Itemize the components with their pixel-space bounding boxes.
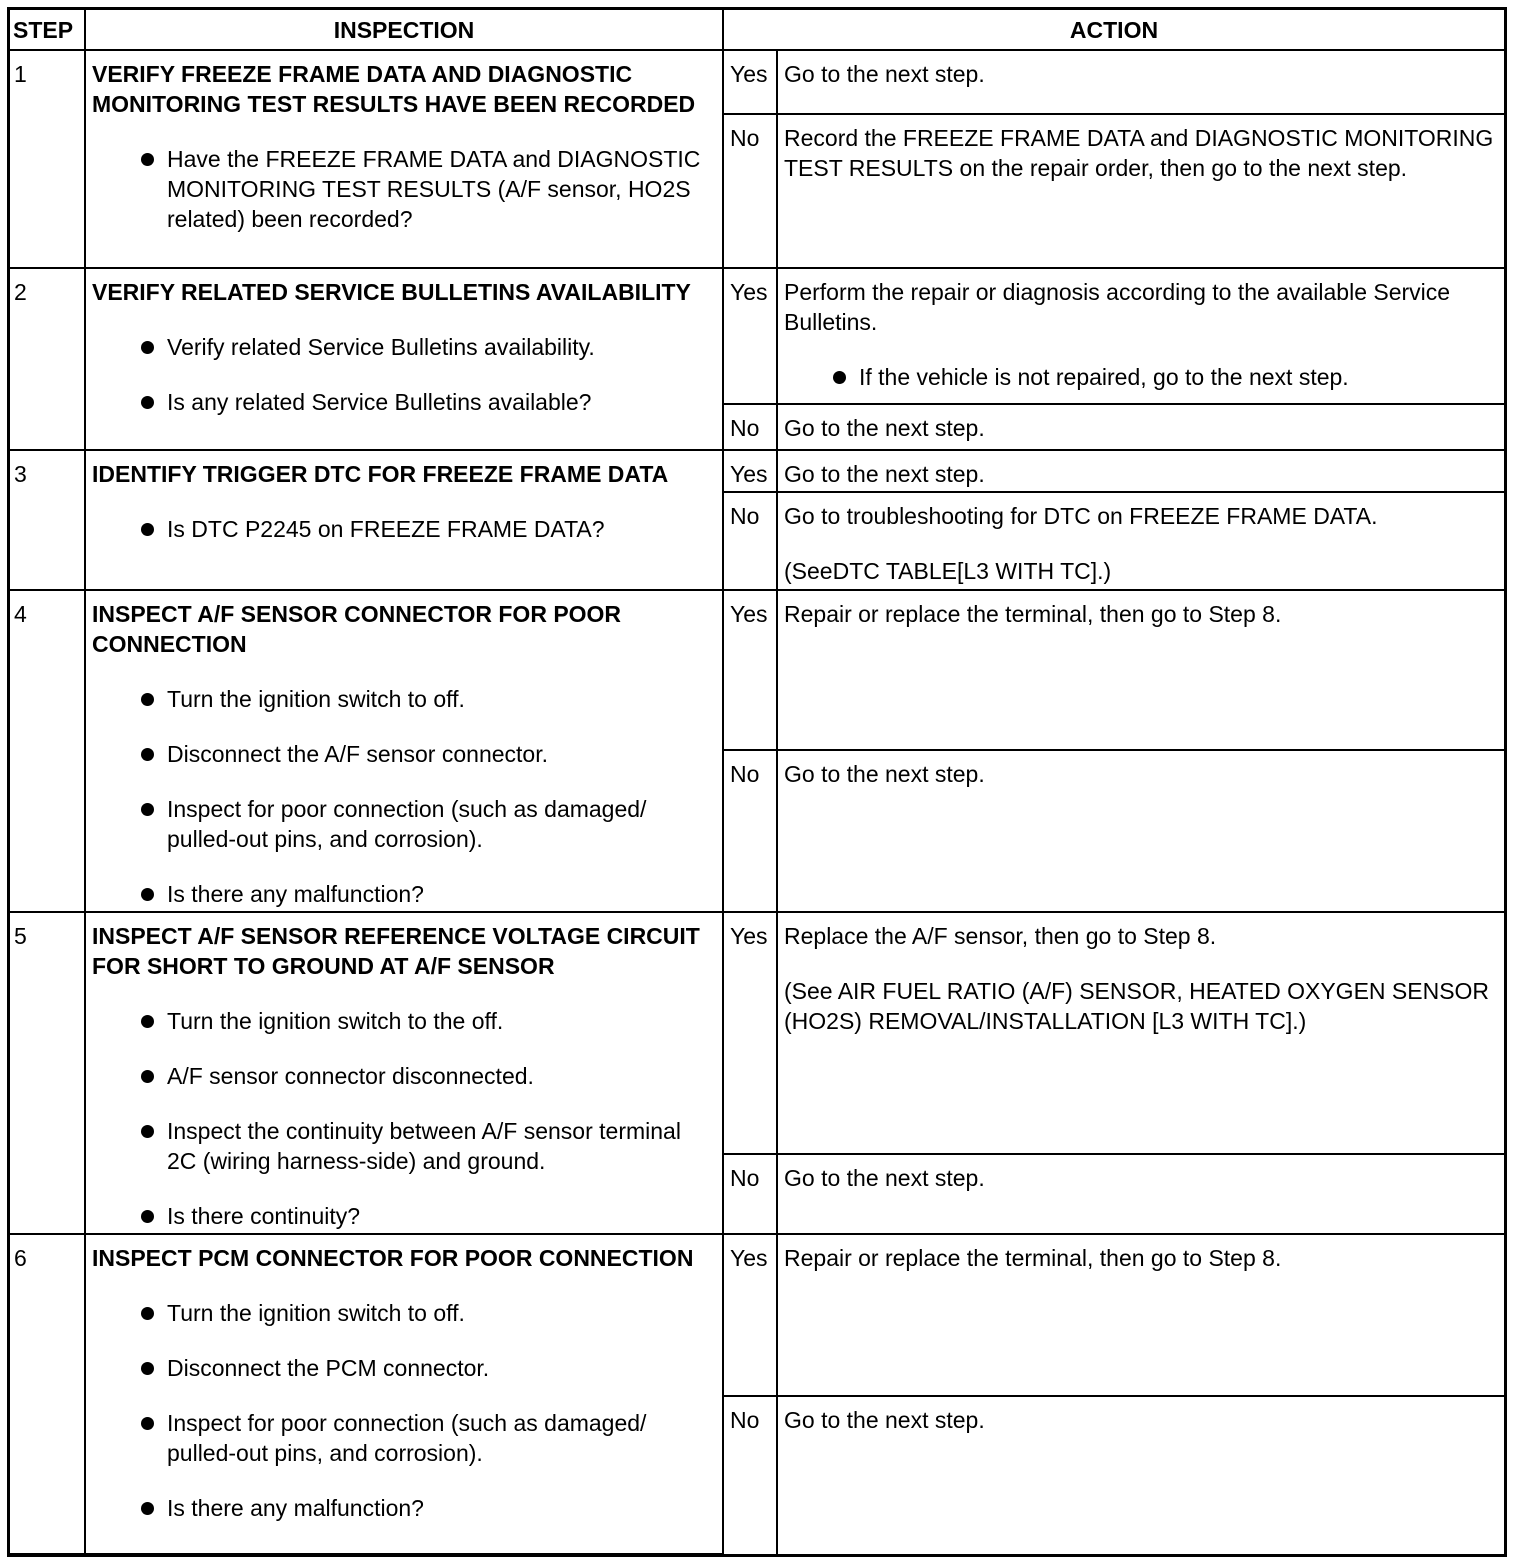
bullet-item: Inspect for poor connection (such as damaged/ pulled-out pins, and corrosion). xyxy=(92,1408,712,1468)
action-text: Perform the repair or diagnosis according to the available Service Bulletins. xyxy=(784,279,1451,335)
step-number: 2 xyxy=(10,268,85,450)
bullet-item: Is any related Service Bulletins available? xyxy=(92,387,712,417)
step-4-yes-row xyxy=(10,590,1504,750)
action-text: Go to the next step. xyxy=(784,415,985,441)
step-1-yes-row xyxy=(10,50,1504,114)
bullet-item: Disconnect the A/F sensor connector. xyxy=(92,739,712,769)
inspection-bullets xyxy=(92,1006,712,1231)
bullet-item: Is there any malfunction? xyxy=(92,1493,712,1523)
no-label: No xyxy=(723,404,777,450)
step-column-header: STEP xyxy=(10,10,85,50)
yes-action xyxy=(777,912,1504,1154)
no-label: No xyxy=(723,1154,777,1234)
step-number: 1 xyxy=(10,50,85,268)
step-2-inspection xyxy=(85,268,723,450)
step-5-inspection xyxy=(85,912,723,1234)
step-title: VERIFY FREEZE FRAME DATA AND DIAGNOSTIC MONITORING TEST RESULTS HAVE BEEN RECORDED xyxy=(92,61,696,117)
yes-label: Yes xyxy=(723,912,777,1154)
no-action xyxy=(777,114,1504,268)
bullet-item: If the vehicle is not repaired, go to the next step. xyxy=(784,362,1494,392)
yes-label: Yes xyxy=(723,450,777,492)
step-title: INSPECT A/F SENSOR REFERENCE VOLTAGE CIRCUIT FOR SHORT TO GROUND AT A/F SENSOR xyxy=(92,923,700,979)
yes-action xyxy=(777,450,1504,492)
yes-action xyxy=(777,1234,1504,1396)
step-title: INSPECT PCM CONNECTOR FOR POOR CONNECTION xyxy=(92,1245,694,1271)
action-text: Go to the next step. xyxy=(784,761,985,787)
step-title: VERIFY RELATED SERVICE BULLETINS AVAILABILITY xyxy=(92,279,691,305)
yes-label: Yes xyxy=(723,590,777,750)
no-action xyxy=(777,1396,1504,1554)
bullet-item: Is DTC P2245 on FREEZE FRAME DATA? xyxy=(92,514,712,544)
action-text: Go to troubleshooting for DTC on FREEZE FRAME DATA. xyxy=(784,503,1378,529)
action-text: Replace the A/F sensor, then go to Step 8. xyxy=(784,923,1217,949)
bullet-item: Turn the ignition switch to the off. xyxy=(92,1006,712,1036)
action-text: Repair or replace the terminal, then go to Step 8. xyxy=(784,601,1282,627)
step-title: INSPECT A/F SENSOR CONNECTOR FOR POOR CONNECTION xyxy=(92,601,622,657)
yes-action xyxy=(777,50,1504,114)
step-number: 3 xyxy=(10,450,85,590)
inspection-bullets xyxy=(92,1298,712,1523)
action-text: Record the FREEZE FRAME DATA and DIAGNOSTIC MONITORING TEST RESULTS on the repair order, then go to the next step. xyxy=(784,125,1494,181)
diagnostic-procedure-table xyxy=(10,10,1504,1555)
no-action xyxy=(777,404,1504,450)
inspection-column-header: INSPECTION xyxy=(85,10,723,50)
bullet-item: Is there continuity? xyxy=(92,1201,712,1231)
yes-action xyxy=(777,268,1504,404)
reference-text: (See AIR FUEL RATIO (A/F) SENSOR, HEATED OXYGEN SENSOR (HO2S) REMOVAL/INSTALLATION [L3 WITH TC].) xyxy=(784,978,1490,1034)
inspection-bullets xyxy=(92,684,712,909)
no-label: No xyxy=(723,114,777,268)
step-6-inspection xyxy=(85,1234,723,1554)
yes-label: Yes xyxy=(723,1234,777,1396)
step-number: 6 xyxy=(10,1234,85,1554)
action-text: Repair or replace the terminal, then go to Step 8. xyxy=(784,1245,1282,1271)
no-label: No xyxy=(723,750,777,912)
bullet-item: Inspect for poor connection (such as damaged/ pulled-out pins, and corrosion). xyxy=(92,794,712,854)
no-label: No xyxy=(723,492,777,590)
inspection-bullets xyxy=(92,514,712,544)
action-text: Go to the next step. xyxy=(784,461,985,487)
step-6-yes-row xyxy=(10,1234,1504,1396)
action-column-header: ACTION xyxy=(723,10,1504,50)
bullet-item: Is there any malfunction? xyxy=(92,879,712,909)
bullet-item: Turn the ignition switch to off. xyxy=(92,684,712,714)
step-number: 4 xyxy=(10,590,85,912)
step-1-inspection xyxy=(85,50,723,268)
step-4-inspection xyxy=(85,590,723,912)
bullet-item: Have the FREEZE FRAME DATA and DIAGNOSTIC MONITORING TEST RESULTS (A/F sensor, HO2S related) been recorded? xyxy=(92,144,712,234)
bullet-item: Disconnect the PCM connector. xyxy=(92,1353,712,1383)
no-action xyxy=(777,1154,1504,1234)
bullet-item: Turn the ignition switch to off. xyxy=(92,1298,712,1328)
yes-label: Yes xyxy=(723,268,777,404)
diagnostic-procedure-sheet xyxy=(7,7,1507,1557)
no-label: No xyxy=(723,1396,777,1554)
action-text: Go to the next step. xyxy=(784,61,985,87)
bullet-item: Verify related Service Bulletins availability. xyxy=(92,332,712,362)
yes-label: Yes xyxy=(723,50,777,114)
header-row xyxy=(10,10,1504,50)
no-action xyxy=(777,492,1504,590)
inspection-bullets xyxy=(92,144,712,234)
yes-action xyxy=(777,590,1504,750)
reference-text: (SeeDTC TABLE[L3 WITH TC].) xyxy=(784,558,1112,584)
step-title: IDENTIFY TRIGGER DTC FOR FREEZE FRAME DATA xyxy=(92,461,669,487)
action-bullets xyxy=(784,362,1494,392)
bullet-item: A/F sensor connector disconnected. xyxy=(92,1061,712,1091)
bullet-item: Inspect the continuity between A/F sensor terminal 2C (wiring harness-side) and ground. xyxy=(92,1116,712,1176)
step-5-yes-row xyxy=(10,912,1504,1154)
step-number: 5 xyxy=(10,912,85,1234)
no-action xyxy=(777,750,1504,912)
inspection-bullets xyxy=(92,332,712,417)
step-3-yes-row xyxy=(10,450,1504,492)
action-text: Go to the next step. xyxy=(784,1407,985,1433)
action-text: Go to the next step. xyxy=(784,1165,985,1191)
step-2-yes-row xyxy=(10,268,1504,404)
step-3-inspection xyxy=(85,450,723,590)
